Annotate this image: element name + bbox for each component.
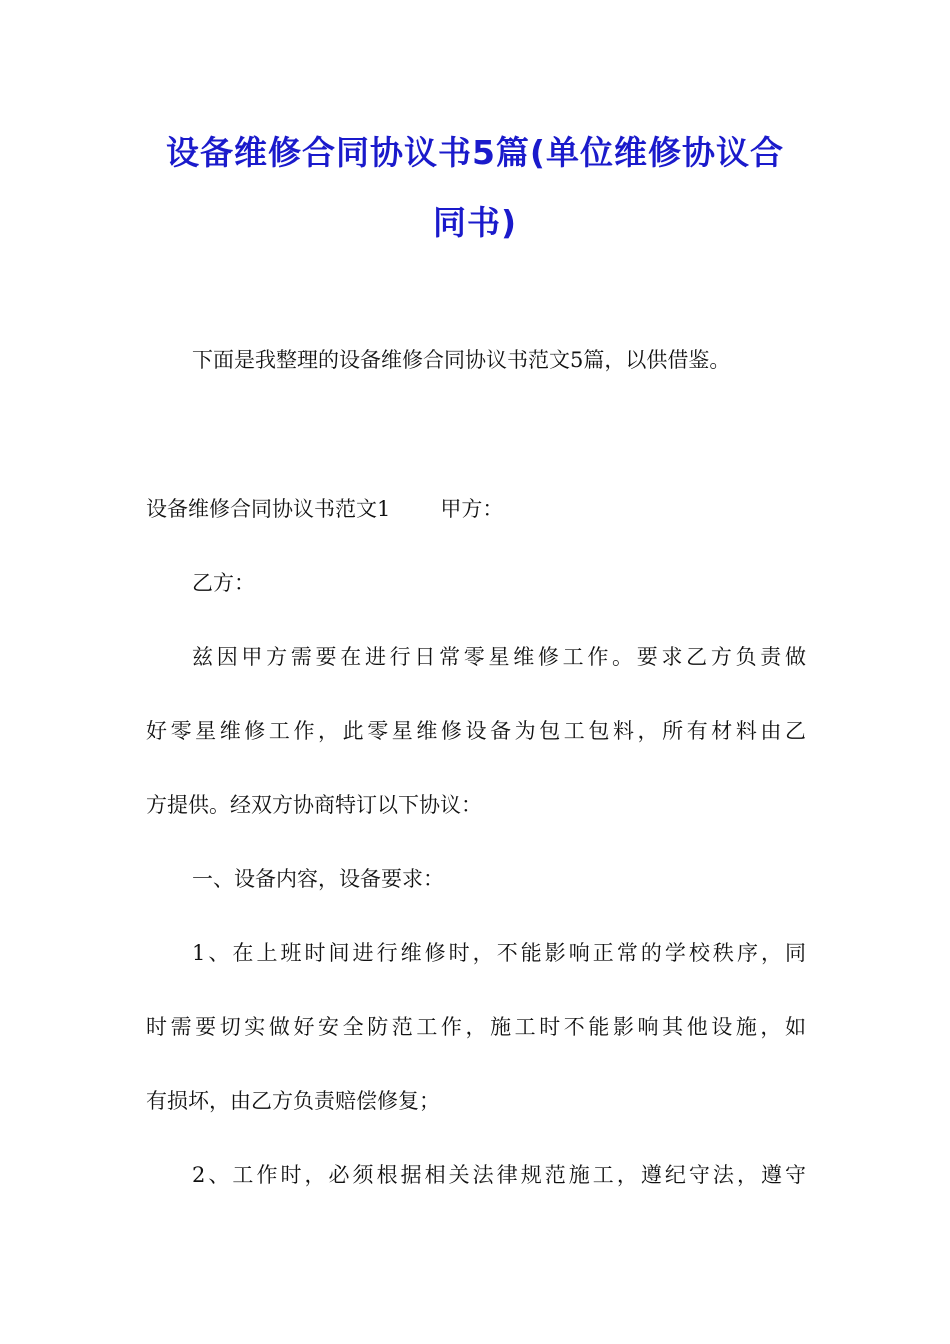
body-line-3: 方提供。经双方协商特订以下协议： [146,793,482,817]
sample-heading: 设备维修合同协议书范文1 [146,497,391,521]
party-b-label: 乙方： [192,571,255,595]
sample-heading-line [146,494,806,524]
section-heading-1: 一、设备内容，设备要求： [192,867,444,891]
document-title-line-1: 设备维修合同协议书5篇(单位维修协议合 [165,133,785,172]
document-title-line-2: 同书) [432,203,518,242]
body-line-7: 有损坏，由乙方负责赔偿修复； [146,1089,440,1113]
body-line-2: 好零星维修工作，此零星维修设备为包工包料，所有材料由乙 [146,719,806,743]
intro-paragraph: 下面是我整理的设备维修合同协议书范文5篇，以供借鉴。 [192,348,731,372]
body-line-5: 1、在上班时间进行维修时，不能影响正常的学校秩序，同 [192,941,806,965]
body-line-1: 兹因甲方需要在进行日常零星维修工作。要求乙方负责做 [192,645,806,669]
body-line-8: 2、工作时，必须根据相关法律规范施工，遵纪守法，遵守 [192,1163,806,1187]
body-line-6: 时需要切实做好安全防范工作，施工时不能影响其他设施，如 [146,1015,806,1039]
party-a-label: 甲方： [440,497,504,521]
